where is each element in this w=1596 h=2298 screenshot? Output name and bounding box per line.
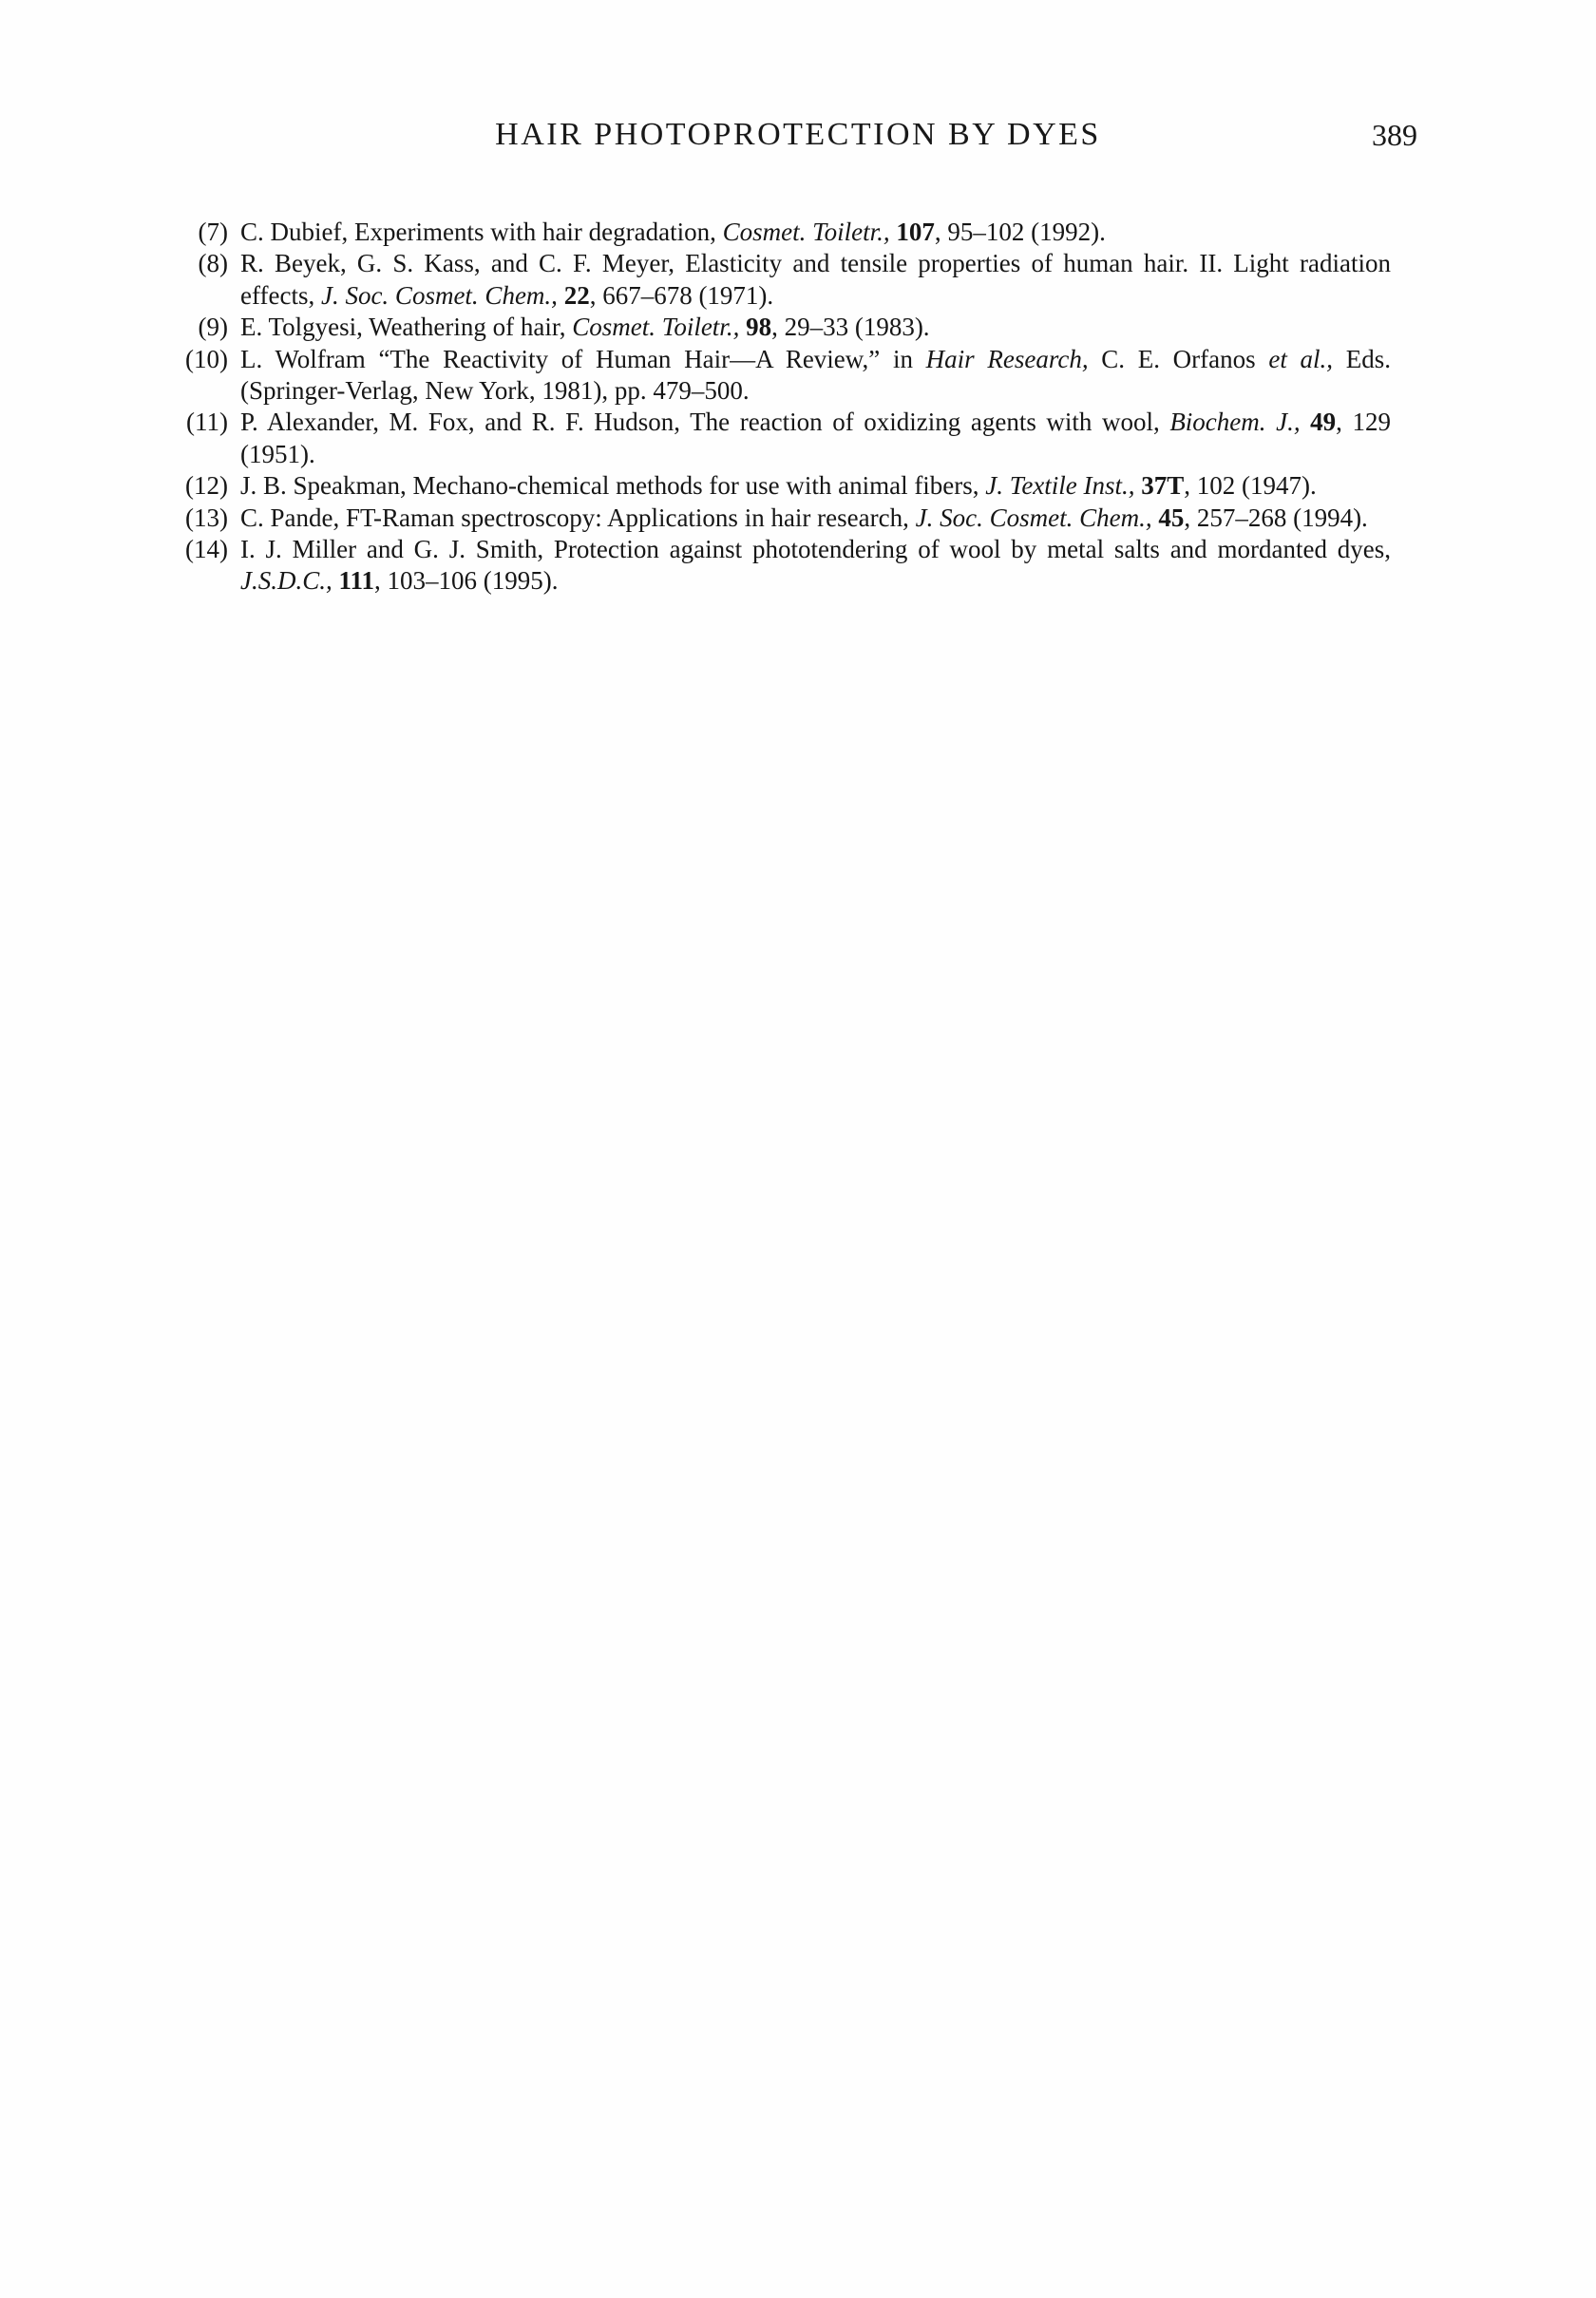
- reference-text: I. J. Miller and G. J. Smith, Protection against phototendering of wool by metal salts and mordanted dyes, J.S.D.C., 111, 103–106 (1995).: [240, 535, 1391, 596]
- reference-text: P. Alexander, M. Fox, and R. F. Hudson, The reaction of oxidizing agents with wool, Biochem. J., 49, 129 (1951).: [240, 408, 1391, 468]
- reference-item: [167, 470, 1391, 502]
- reference-text: E. Tolgyesi, Weathering of hair, Cosmet. Toiletr., 98, 29–33 (1983).: [240, 313, 930, 342]
- reference-number: (14): [185, 535, 228, 564]
- page-title: HAIR PHOTOPROTECTION BY DYES: [495, 117, 1101, 152]
- running-head: [0, 114, 1596, 156]
- reference-item: [167, 407, 1391, 470]
- reference-text: R. Beyek, G. S. Kass, and C. F. Meyer, Elasticity and tensile properties of human hair. II. Light radiation effects, J. Soc. Cosmet. Chem., 22, 667–678 (1971).: [240, 249, 1391, 310]
- reference-item: [167, 217, 1391, 248]
- reference-number: (9): [198, 313, 228, 342]
- reference-text: C. Dubief, Experiments with hair degradation, Cosmet. Toiletr., 107, 95–102 (1992).: [240, 218, 1106, 246]
- reference-number: (13): [185, 503, 228, 532]
- reference-item: [167, 503, 1391, 534]
- reference-number: (10): [185, 344, 228, 373]
- reference-number: (8): [198, 249, 228, 278]
- reference-item: [167, 534, 1391, 598]
- reference-list: [167, 217, 1391, 598]
- reference-number: (12): [185, 471, 228, 501]
- reference-number: (11): [186, 408, 228, 437]
- page-number: 389: [1372, 118, 1417, 152]
- reference-text: J. B. Speakman, Mechano-chemical methods for use with animal fibers, J. Textile Inst., 37T, 102 (1947).: [240, 471, 1317, 501]
- reference-text: C. Pande, FT-Raman spectroscopy: Applications in hair research, J. Soc. Cosmet. Chem., 45, 257–268 (1994).: [240, 503, 1368, 532]
- reference-item: [167, 344, 1391, 408]
- reference-item: [167, 248, 1391, 312]
- reference-number: (7): [198, 218, 228, 246]
- reference-item: [167, 312, 1391, 343]
- reference-text: L. Wolfram “The Reactivity of Human Hair—A Review,” in Hair Research, C. E. Orfanos et al., Eds. (Springer-Verlag, New York, 1981), pp. 479–500.: [240, 344, 1391, 406]
